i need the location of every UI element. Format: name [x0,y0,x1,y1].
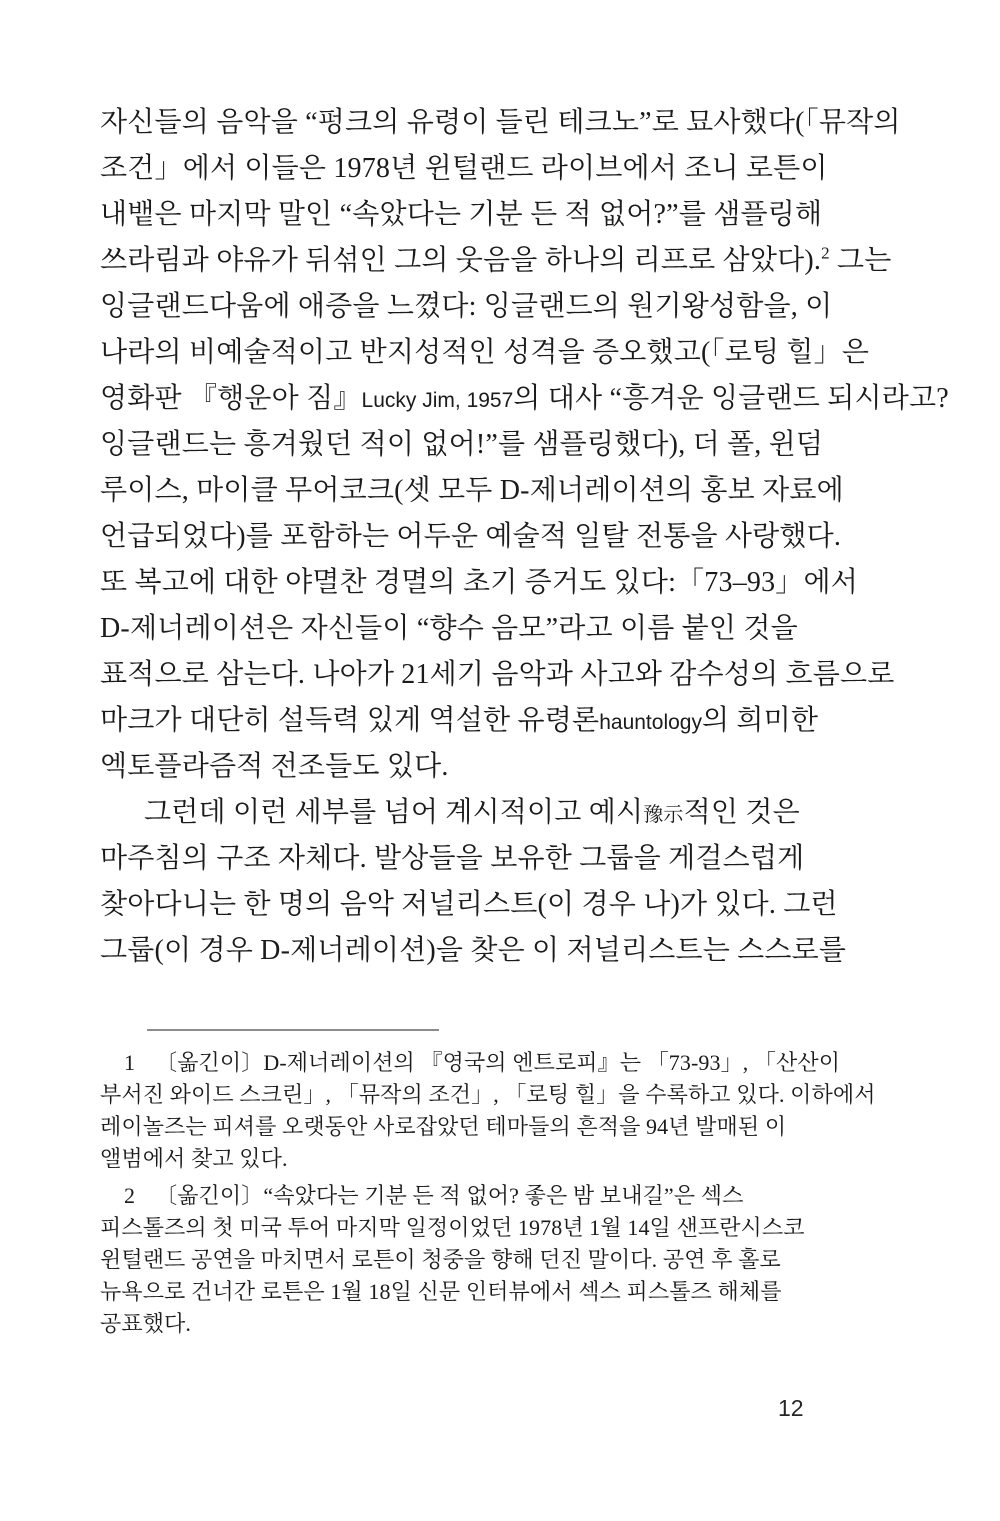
text-segment: 의 희미한 [701,705,819,736]
body-text [100,100,949,974]
text-segment: 마주침의 구조 자체다. 발상들을 보유한 그룹을 게걸스럽게 [100,843,805,874]
body-text-line [100,146,940,192]
text-segment: 엑토플라즘적 전조들도 있다. [100,751,449,782]
body-text-line [100,100,940,146]
body-text-line [100,422,940,468]
footnote-line: 윈털랜드 공연을 마치면서 로튼이 청중을 향해 던진 말이다. 공연 후 홀로 [100,1247,781,1272]
footnote-line: 레이놀즈는 피셔를 오랫동안 사로잡았던 테마들의 흔적을 94년 발매된 이 [100,1114,787,1139]
footnote-line: 1 〔옮긴이〕D-제너레이션의 『영국의 엔트로피』는 「73-93」, 「산산이 [124,1050,841,1075]
text-segment: Lucky Jim, 1957 [361,389,514,412]
body-text-line [100,514,940,560]
body-text-line [100,284,940,330]
text-segment: 언급되었다)를 포함하는 어두운 예술적 일탈 전통을 사랑했다. [100,521,842,552]
text-segment: 루이스, 마이클 무어코크(셋 모두 D-제너레이션의 홍보 자료에 [100,475,844,506]
footnote-line: 공표했다. [100,1311,192,1336]
body-text-line [100,238,940,284]
body-text-line [100,606,940,652]
body-text-line [100,192,940,238]
body-text-line [100,330,940,376]
text-segment: 그룹(이 경우 D-제너레이션)을 찾은 이 저널리스트는 스스로를 [100,935,847,966]
text-segment: 조건」에서 이들은 1978년 윈털랜드 라이브에서 조니 로튼이 [100,153,828,184]
text-segment: 마크가 대단히 설득력 있게 역설한 유령론 [100,705,600,736]
text-segment: 자신들의 음악을 “펑크의 유령이 들린 테크노”로 묘사했다(「뮤작의 [100,107,901,138]
text-segment: D-제너레이션은 자신들이 “향수 음모”라고 이름 붙인 것을 [100,613,798,644]
text-segment: 그는 [829,245,892,276]
footnote [100,1047,940,1175]
footnote-separator [147,1029,439,1031]
footnote-line: 피스톨즈의 첫 미국 투어 마지막 일정이었던 1978년 1월 14일 샌프란시스코 [100,1215,805,1240]
footnote-line: 2 〔옮긴이〕“속았다는 기분 든 적 없어? 좋은 밤 보내길”은 섹스 [124,1183,744,1208]
footnote-number: 2 [124,1183,136,1208]
footnote-line: 부서진 와이드 스크린」, 「뮤작의 조건」, 「로팅 힐」을 수록하고 있다. 이하에서 [100,1082,876,1107]
text-segment: 나라의 비예술적이고 반지성적인 성격을 증오했고(「로팅 힐」은 [100,337,870,368]
footnote-number: 1 [124,1050,136,1075]
text-segment: 豫示 [643,804,684,826]
body-text-line [100,560,940,606]
body-text-line [100,376,949,422]
footnote [100,1180,940,1340]
footnote-reference: 2 [821,243,830,263]
footnotes [100,1047,940,1340]
text-segment: 내뱉은 마지막 말인 “속았다는 기분 든 적 없어?”를 샘플링해 [100,199,823,230]
page-number: 12 [778,1395,804,1421]
text-segment: 표적으로 삼는다. 나아가 21세기 음악과 사고와 감수성의 흐름으로 [100,659,895,690]
text-segment: 잉글랜드다움에 애증을 느꼈다: 잉글랜드의 원기왕성함을, 이 [100,291,833,322]
text-segment: 또 복고에 대한 야멸찬 경멸의 초기 증거도 있다:「73–93」에서 [100,567,858,598]
footnote-line: 앨범에서 찾고 있다. [100,1146,288,1171]
body-text-line [100,744,940,790]
text-segment: 의 대사 “흥겨운 잉글랜드 되시라고? [513,383,949,414]
text-segment: 쓰라림과 야유가 뒤섞인 그의 웃음을 하나의 리프로 삼았다). [100,245,822,276]
body-text-line [100,790,940,836]
body-text-line [100,836,940,882]
body-text-line [100,882,940,928]
text-segment: 그런데 이런 세부를 넘어 계시적이고 예시 [144,797,644,828]
body-text-line [100,928,940,974]
body-text-line [100,652,940,698]
footnote-line: 뉴욕으로 건너간 로튼은 1월 18일 신문 인터뷰에서 섹스 피스톨즈 해체를 [100,1279,782,1304]
text-segment: 영화판 『행운아 짐』 [100,383,362,414]
text-segment: 찾아다니는 한 명의 음악 저널리스트(이 경우 나)가 있다. 그런 [100,889,838,920]
text-segment: hauntology [599,711,702,734]
body-text-line [100,468,940,514]
text-segment: 적인 것은 [683,797,800,828]
text-segment: 잉글랜드는 흥겨웠던 적이 없어!”를 샘플링했다), 더 폴, 윈덤 [100,429,824,460]
body-text-line [100,698,940,744]
